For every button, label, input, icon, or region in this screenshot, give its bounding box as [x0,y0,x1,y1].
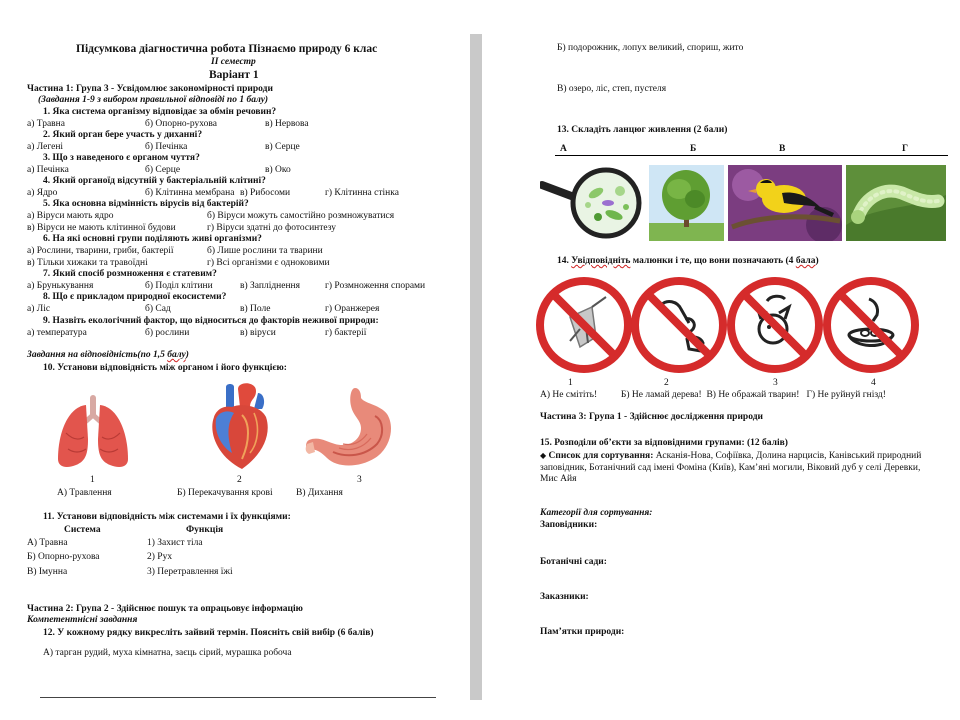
matching-heading-end: ) [185,350,189,360]
q9-option-b: б) рослини [145,328,190,338]
q14-prefix: 14. [557,256,572,266]
matching-heading [27,350,189,361]
q12-row-a: А) тарган рудий, муха кімнатна, заєць сірий, мурашка робоча [43,648,292,658]
footer-line [40,697,436,698]
tree-photo [649,165,724,241]
doc-title: Підсумкова діагностична робота Пізнаємо природу 6 клас [76,43,378,55]
sign-number-1: 1 [568,378,573,388]
categories-heading: Категорії для сортування: [540,508,653,518]
q6-option-c: в) Тільки хижаки та травоїдні [27,258,148,268]
caterpillar-photo [846,165,946,241]
q12-row-v: В) озеро, ліс, степ, пустеля [557,84,667,94]
question-14 [557,256,819,267]
q8-option-d: г) Оранжерея [325,304,380,314]
no-breaking-trees-sign [631,277,727,373]
question-8: 8. Що є прикладом природної екосистеми? [43,292,227,302]
organ-number-3: 3 [357,475,362,485]
matching-heading-wavy: балу [167,350,186,360]
q10-option-b: Б) Перекачування крові [177,488,273,498]
category-botanical-gardens: Ботанічні сади: [540,557,607,567]
q9-option-d: г) бактерії [325,328,367,338]
q2-option-b: б) Печінка [145,142,188,152]
food-chain-col-b: Б [690,144,697,154]
part2-subheading: Компетентнісні завдання [27,615,138,625]
function-2: 2) Рух [147,552,173,562]
q5-option-b: б) Віруси можуть самостійно розмножуватися [207,211,395,221]
q7-option-a: а) Брунькування [27,281,94,291]
food-chain-col-g: Г [902,144,909,154]
q14-end: ) [815,256,819,266]
part2-heading: Частина 2: Група 2 - Здійснює пошук та опрацьовує інформацію [27,604,303,614]
food-chain-header-line [555,155,948,156]
q4-option-d: г) Клітинна стінка [325,188,399,198]
question-9: 9. Назвіть екологічний фактор, що відноситься до факторів неживої природи: [43,316,379,326]
q3-option-a: а) Печінка [27,165,69,175]
q7-option-c: в) Запліднення [240,281,301,291]
q3-option-b: б) Серце [145,165,181,175]
q14-mid: малюнки і те, що вони позначають (4 [630,256,796,266]
no-destroying-nests-sign [823,277,919,373]
organ-number-2: 2 [237,475,242,485]
lungs-image [52,393,134,471]
q6-option-a: а) Рослини, тварини, гриби, бактерії [27,246,174,256]
q8-option-c: в) Поле [240,304,271,314]
food-chain-col-a: А [560,144,567,154]
q7-option-b: б) Поділ клітини [145,281,213,291]
category-natural-monuments: Пам’ятки природи: [540,627,625,637]
q5-option-c: в) Віруси не мають клітинної будови [27,223,176,233]
q10-option-a: А) Травлення [57,488,112,498]
no-littering-sign [536,277,632,373]
q14-wavy: Увідповідніть [571,256,631,266]
heart-image [204,383,276,473]
bird-photo [728,165,842,241]
category-reserves: Заповідники: [540,520,598,530]
matching-heading-text: Завдання на відповідність(по 1,5 [27,350,168,360]
question-7: 7. Який спосіб розмноження є статевим? [43,269,217,279]
column-header-system: Система [64,525,101,535]
sign-number-3: 3 [773,378,778,388]
question-1: 1. Яка система організму відповідає за обмін речовин? [43,107,277,117]
sorting-list [540,450,940,486]
q1-option-b: б) Опорно-рухова [145,119,217,129]
question-12: 12. У кожному рядку викресліть зайвий термін. Поясніть свій вибір (6 балів) [43,628,374,638]
q10-option-c: В) Дихання [296,488,343,498]
q2-option-c: в) Серце [265,142,300,152]
question-4: 4. Який органоїд відсутній у бактеріальній клітині? [43,176,266,186]
q1-option-c: в) Нервова [265,119,309,129]
question-6: 6. На які основні групи поділяють живі організми? [43,234,262,244]
system-b: Б) Опорно-рухова [27,552,100,562]
q12-row-b: Б) подорожник, лопух великий, спориш, жито [557,43,744,53]
question-10: 10. Установи відповідність між органом і його функцією: [43,363,287,373]
q6-option-d: г) Всі організми є одноковими [207,258,330,268]
no-harming-animals-sign [727,277,823,373]
q14-wavy-2: бала [795,256,816,266]
system-a: А) Травна [27,538,68,548]
variant: Варіант 1 [209,69,259,81]
sorting-list-text: Асканія-Нова, Софіївка, Долина нарцисів, Канівський природний заповідник, Ботанічний сад імені Фоміна (Київ), Кам’яні могили, Віковий дуб у селі Деревки, Мис Айя [540,451,922,484]
bacteria-magnifier-image [540,163,646,241]
sorting-list-label: Список для сортування: [548,451,654,461]
sign-number-4: 4 [871,378,876,388]
system-c: В) Імунна [27,567,68,577]
q6-option-b: б) Лише рослини та тварини [207,246,323,256]
q1-option-a: а) Травна [27,119,65,129]
q5-option-a: а) Віруси мають ядро [27,211,114,221]
q8-option-b: б) Сад [145,304,171,314]
part3-heading: Частина 3: Група 1 - Здійснює дослідження природи [540,412,763,422]
sign-number-2: 2 [664,378,669,388]
column-header-function: Функція [186,525,224,535]
question-11: 11. Установи відповідність між системами і їх функціями: [43,512,291,522]
q9-option-a: а) температура [27,328,87,338]
question-2: 2. Який орган бере участь у диханні? [43,130,203,140]
organ-number-1: 1 [90,475,95,485]
question-3: 3. Що з наведеного є органом чуття? [43,153,200,163]
part1-subheading: (Завдання 1-9 з вибором правильної відповіді по 1 балу) [38,95,269,105]
category-sanctuaries: Заказники: [540,592,589,602]
question-13: 13. Складіть ланцюг живлення (2 бали) [557,125,728,135]
q7-option-d: г) Розмноження спорами [325,281,426,291]
part1-heading: Частина 1: Група 3 - Усвідомлює закономірності природи [27,84,273,94]
bullet-icon: ◆ [540,451,547,460]
question-5: 5. Яка основна відмінність вірусів від бактерій? [43,199,249,209]
function-3: 3) Перетравлення їжі [147,567,233,577]
food-chain-col-v: В [779,144,786,154]
q3-option-c: в) Око [265,165,291,175]
function-1: 1) Захист тіла [147,538,203,548]
page-divider [470,34,482,700]
q14-answers: А) Не смітіть! Б) Не ламай дерева! В) Не ображай тварин! Г) Не руйнуй гнізд! [540,390,886,400]
stomach-image [303,386,395,470]
q9-option-c: в) віруси [240,328,276,338]
question-15: 15. Розподіли об’єкти за відповідними групами: (12 балів) [540,438,788,448]
semester: ІІ семестр [211,57,256,67]
q2-option-a: а) Легені [27,142,64,152]
q8-option-a: а) Ліс [27,304,51,314]
q4-option-c: в) Рибосоми [240,188,291,198]
q4-option-b: б) Клітинна мембрана [145,188,235,198]
q5-option-d: г) Віруси здатні до фотосинтезу [207,223,337,233]
right-page [482,0,960,720]
q4-option-a: а) Ядро [27,188,58,198]
left-page [0,0,470,720]
